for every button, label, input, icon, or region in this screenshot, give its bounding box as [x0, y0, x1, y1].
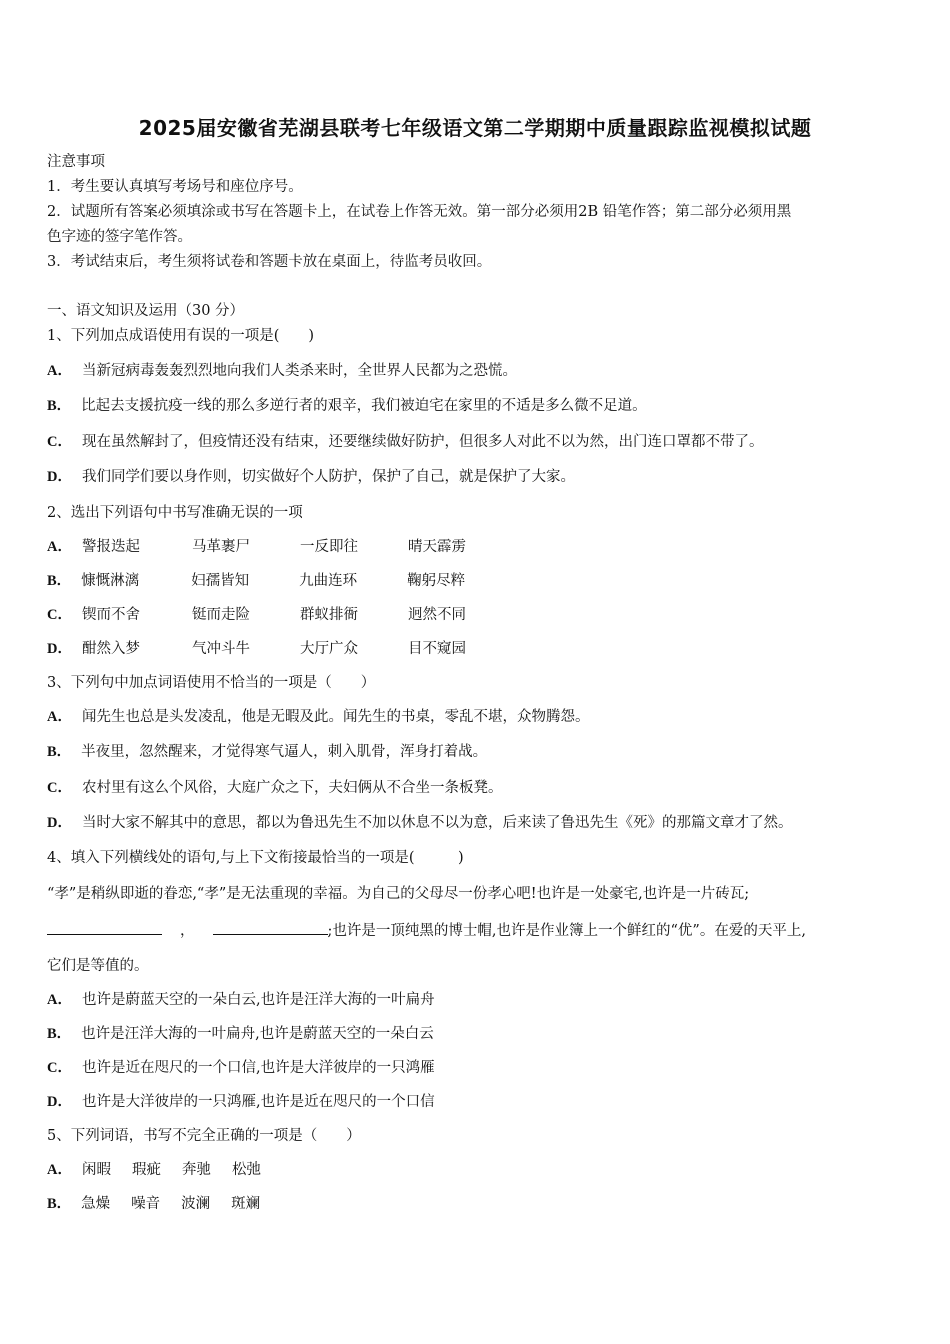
- option-text: 闻先生也总是头发凌乱，他是无暇及此。闻先生的书桌，零乱不堪，众物腾怨。: [81, 709, 590, 725]
- word: 锲而不舍: [81, 607, 140, 623]
- q2-option-d: [47, 639, 466, 659]
- word: 铤而走险: [191, 607, 250, 623]
- word: 噪音: [131, 1196, 161, 1212]
- q4-passage-line-3: 它们是等值的。: [47, 958, 149, 974]
- answer-blank[interactable]: [213, 920, 328, 935]
- q1-option-c: [47, 432, 763, 452]
- option-letter: A．: [47, 363, 72, 379]
- passage-text: ;也许是一顶纯黑的博士帽,也许是作业簿上一个鲜红的“优”。在爱的天平上,: [327, 923, 806, 939]
- option-letter: A．: [47, 992, 72, 1008]
- word: 群蚁排衙: [299, 607, 358, 623]
- question-3-stem: 3、下列句中加点词语使用不恰当的一项是（ ）: [47, 675, 376, 691]
- word: 酣然入梦: [81, 641, 140, 657]
- q2-option-b: [47, 571, 465, 591]
- question-1-stem: 1、下列加点成语使用有误的一项是( ): [47, 328, 315, 344]
- notice-item-2: 2．试题所有答案必须填涂或书写在答题卡上，在试卷上作答无效。第一部分必须用2B 铅笔作答；第二部分必须用黑: [47, 204, 792, 220]
- page-title: 2025届安徽省芜湖县联考七年级语文第二学期期中质量跟踪监视模拟试题: [138, 116, 812, 140]
- word: 警报迭起: [81, 539, 140, 555]
- notice-item-3: 3．考试结束后，考生须将试卷和答题卡放在桌面上，待监考员收回。: [47, 254, 492, 270]
- blank-separator: ，: [180, 923, 195, 939]
- word: 斑斓: [231, 1196, 261, 1212]
- q5-option-b: [47, 1194, 260, 1214]
- option-text: 现在虽然解封了，但疫情还没有结束，还要继续做好防护，但很多人对此不以为然，出门连口罩都不带了。: [81, 434, 764, 450]
- option-text: 当时大家不解其中的意思，都以为鲁迅先生不加以休息不以为意，后来读了鲁迅先生《死》的那篇文章才了然。: [81, 815, 793, 831]
- word: 九曲连环: [299, 573, 358, 589]
- word: 一反即往: [299, 539, 358, 555]
- answer-blank[interactable]: [47, 920, 162, 935]
- q1-option-d: [47, 467, 575, 487]
- option-text: 也许是近在咫尺的一个口信,也许是大洋彼岸的一只鸿雁: [81, 1060, 435, 1076]
- notice-item-1: 1．考生要认真填写考场号和座位序号。: [47, 179, 303, 195]
- option-letter: A．: [47, 539, 72, 555]
- q1-option-b: [47, 396, 647, 416]
- option-letter: B．: [47, 573, 72, 589]
- option-text: 比起去支援抗疫一线的那么多逆行者的艰辛，我们被迫宅在家里的不适是多么微不足道。: [81, 398, 647, 414]
- word: 慷慨淋漓: [81, 573, 140, 589]
- option-letter: C．: [47, 434, 72, 450]
- q2-option-c: [47, 605, 466, 625]
- q5-option-a: [47, 1160, 261, 1180]
- word: 马革裹尸: [191, 539, 250, 555]
- q3-option-c: [47, 778, 502, 798]
- option-letter: C．: [47, 780, 72, 796]
- word: 松弛: [231, 1162, 261, 1178]
- option-text: 半夜里，忽然醒来，才觉得寒气逼人，刺入肌骨，浑身打着战。: [81, 744, 488, 760]
- word: 闲暇: [81, 1162, 111, 1178]
- word: 妇孺皆知: [191, 573, 250, 589]
- word: 急燥: [81, 1196, 111, 1212]
- word: 大厅广众: [299, 641, 358, 657]
- option-letter: D．: [47, 469, 72, 485]
- word: 波澜: [181, 1196, 211, 1212]
- option-letter: A．: [47, 709, 72, 725]
- word: 奔驰: [181, 1162, 211, 1178]
- option-text: 也许是蔚蓝天空的一朵白云,也许是汪洋大海的一叶扁舟: [81, 992, 435, 1008]
- option-text: 我们同学们要以身作则，切实做好个人防护，保护了自己，就是保护了大家。: [81, 469, 575, 485]
- word: 迥然不同: [407, 607, 466, 623]
- option-letter: B．: [47, 1196, 72, 1212]
- q2-option-a: [47, 537, 466, 557]
- q4-option-a: [47, 990, 435, 1010]
- option-letter: D．: [47, 1094, 72, 1110]
- word: 气冲斗牛: [191, 641, 250, 657]
- option-letter: B．: [47, 1026, 72, 1042]
- option-letter: B．: [47, 398, 72, 414]
- q4-option-d: [47, 1092, 435, 1112]
- q3-option-d: [47, 813, 792, 833]
- notice-item-2-cont: 色字迹的签字笔作答。: [47, 229, 192, 245]
- option-text: 也许是汪洋大海的一叶扁舟,也许是蔚蓝天空的一朵白云: [81, 1026, 434, 1042]
- option-letter: C．: [47, 607, 72, 623]
- option-letter: A．: [47, 1162, 72, 1178]
- q4-option-c: [47, 1058, 435, 1078]
- word: 目不窥园: [407, 641, 466, 657]
- q3-option-b: [47, 742, 487, 762]
- q1-option-a: [47, 361, 517, 381]
- option-text: 农村里有这么个风俗，大庭广众之下，夫妇俩从不合坐一条板凳。: [81, 780, 503, 796]
- option-text: 也许是大洋彼岸的一只鸿雁,也许是近在咫尺的一个口信: [81, 1094, 435, 1110]
- word: 瑕疵: [131, 1162, 161, 1178]
- option-letter: D．: [47, 641, 72, 657]
- notice-heading: 注意事项: [47, 154, 105, 170]
- q4-passage-line-2: [47, 920, 806, 941]
- word: 晴天霹雳: [407, 539, 466, 555]
- word: 鞠躬尽粹: [407, 573, 466, 589]
- option-letter: D．: [47, 815, 72, 831]
- question-4-stem: 4、填入下列横线处的语句,与上下文衔接最恰当的一项是( ): [47, 850, 464, 866]
- option-text: 当新冠病毒轰轰烈烈地向我们人类杀来时，全世界人民都为之恐慌。: [81, 363, 517, 379]
- option-letter: B．: [47, 744, 72, 760]
- question-2-stem: 2、选出下列语句中书写准确无误的一项: [47, 505, 303, 521]
- question-5-stem: 5、下列词语，书写不完全正确的一项是（ ）: [47, 1128, 361, 1144]
- section-heading: 一、语文知识及运用（30 分）: [47, 303, 245, 319]
- q3-option-a: [47, 707, 589, 727]
- q4-option-b: [47, 1024, 434, 1044]
- option-letter: C．: [47, 1060, 72, 1076]
- q4-passage-line-1: “孝”是稍纵即逝的眷恋,“孝”是无法重现的幸福。为自己的父母尽一份孝心吧!也许是一处豪宅,也许是一片砖瓦;: [47, 886, 750, 902]
